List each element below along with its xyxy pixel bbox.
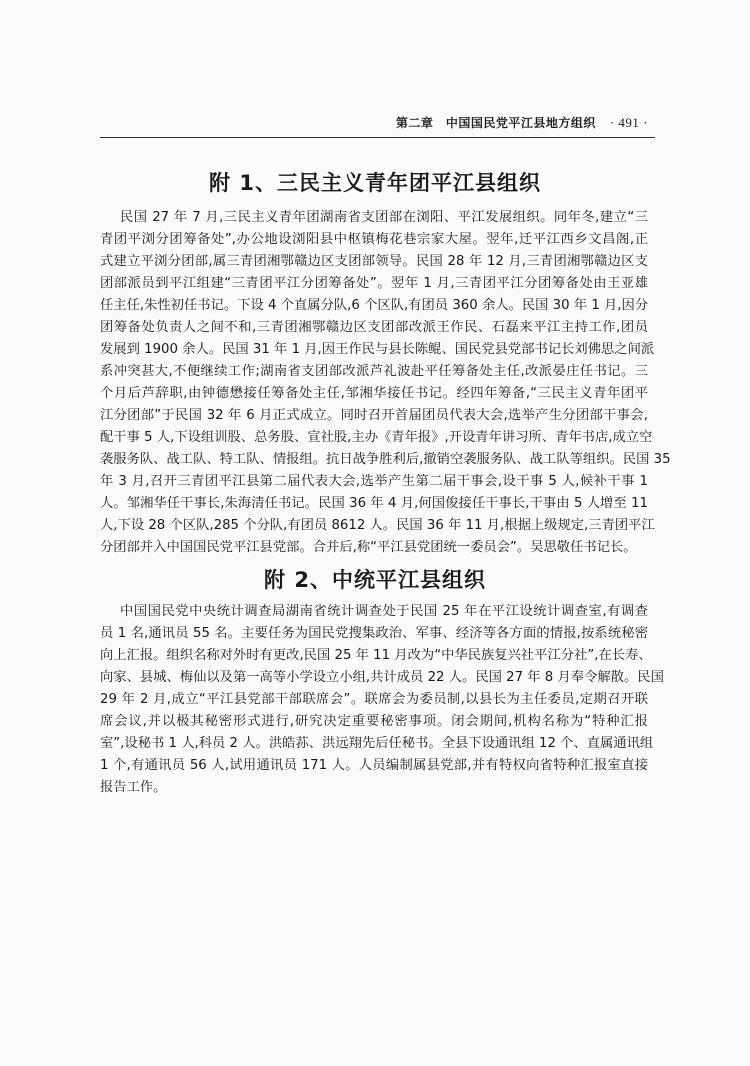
text-line: 配干事 5 人,下设组训股、总务股、宣社股,主办《青年报》,开设青年讲习所、青年书店,成立空 [100, 430, 653, 445]
header-rule [100, 137, 655, 138]
text-line: 团部派员到平江组建“三青团平江分团筹备处”。翌年 1 月,三青团平江分团筹备处由王亚雄 [100, 276, 648, 291]
text-line: 1 个,有通讯员 56 人,试用通讯员 171 人。人员编制属县党部,并有特权向省特种汇报室直接 [100, 758, 648, 773]
section-1-title: 附 1、三民主义青年团平江县组织 [209, 171, 541, 195]
text-line: 任主任,朱性初任书记。下设 4 个直属分队,6 个区队,有团员 360 余人。民国 30 年 1 月,因分 [100, 298, 649, 313]
chapter-title: 第二章 中国国民党平江县地方组织 [395, 116, 596, 130]
section-1-body [100, 207, 671, 559]
text-line: 系冲突甚大,不便继续工作;湖南省支团部改派芦礼波赴平任筹备处主任,改派晏庄任书记。三 [100, 364, 648, 379]
section-2-title: 附 2、中统平江县组织 [264, 568, 486, 592]
text-line: 向上汇报。组织名称对外时有更改,民国 25 年 11 月改为“中华民族复兴社平江分社”,在长寿、 [100, 648, 652, 663]
text-line: 式建立平浏分团部,属三青团湘鄂赣边区支团部领导。民国 28 年 12 月,三青团湘鄂赣边区支 [100, 254, 648, 269]
text-line: 袭服务队、战工队、特工队、情报组。抗日战争胜利后,撤销空袭服务队、战工队等组织。民国 35 [100, 452, 671, 467]
text-line: 中国国民党中央统计调查局湖南省统计调查处于民国 25 年在平江设统计调查室,有调查 [120, 604, 648, 619]
page-number: · 491 · [609, 115, 648, 130]
text-line: 席会议,并以极其秘密形式进行,研究决定重要秘密事项。闭会期间,机构名称为“特种汇报 [100, 714, 648, 729]
text-line: 发展到 1900 余人。民国 31 年 1 月,因王作民与县长陈鲲、国民党县党部书记长刘佛思之间派 [100, 342, 655, 357]
text-line: 年 3 月,召开三青团平江县第二届代表大会,选举产生第二届干事会,设干事 5 人,候补干事 1 [100, 474, 648, 489]
text-line: 个月后芦辞职,由钟德懋接任筹备处主任,邹湘华接任书记。经四年筹备,“三民主义青年团平 [100, 386, 648, 401]
section-2-body [100, 601, 664, 799]
text-line: 向家、县城、梅仙以及第一高等小学设立小组,共计成员 22 人。民国 27 年 8 月奉令解散。民国 [100, 670, 664, 685]
text-line: 人。邹湘华任干事长,朱海清任书记。民国 36 年 4 月,何国俊接任干事长,干事由 5 人增至 11 [100, 496, 648, 511]
text-line: 民国 27 年 7 月,三民主义青年团湖南省支团部在浏阳、平江发展组织。同年冬,建立“三 [120, 210, 648, 225]
text-line: 分团部并入中国国民党平江县党部。合并后,称“平江县党团统一委员会”。吴思敬任书记长。 [100, 540, 637, 555]
text-line: 团筹备处负责人之间不和,三青团湘鄂赣边区支团部改派王作民、石磊来平江主持工作,团员 [100, 320, 648, 335]
text-line: 人,下设 28 个区队,285 个分队,有团员 8612 人。民国 36 年 11 月,根据上级规定,三青团平江 [100, 518, 655, 533]
text-line: 青团平浏分团筹备处”,办公地设浏阳县中枢镇梅花巷宗家大屋。翌年,迁平江西乡文昌阁,正 [100, 232, 648, 247]
running-header [100, 114, 648, 134]
text-line: 江分团部”于民国 32 年 6 月正式成立。同时召开首届团员代表大会,选举产生分团部干事会, [100, 408, 648, 423]
text-line: 室”,设秘书 1 人,科员 2 人。洪皓荪、洪远翔先后任秘书。全县下设通讯组 12 个、直属通讯组 [100, 736, 654, 751]
text-line: 报告工作。 [100, 780, 167, 795]
text-line: 员 1 名,通讯员 55 名。主要任务为国民党搜集政治、军事、经济等各方面的情报,按系统秘密 [100, 626, 648, 641]
text-line: 29 年 2 月,成立“平江县党部干部联席会”。联席会为委员制,以县长为主任委员,定期召开联 [100, 692, 648, 707]
